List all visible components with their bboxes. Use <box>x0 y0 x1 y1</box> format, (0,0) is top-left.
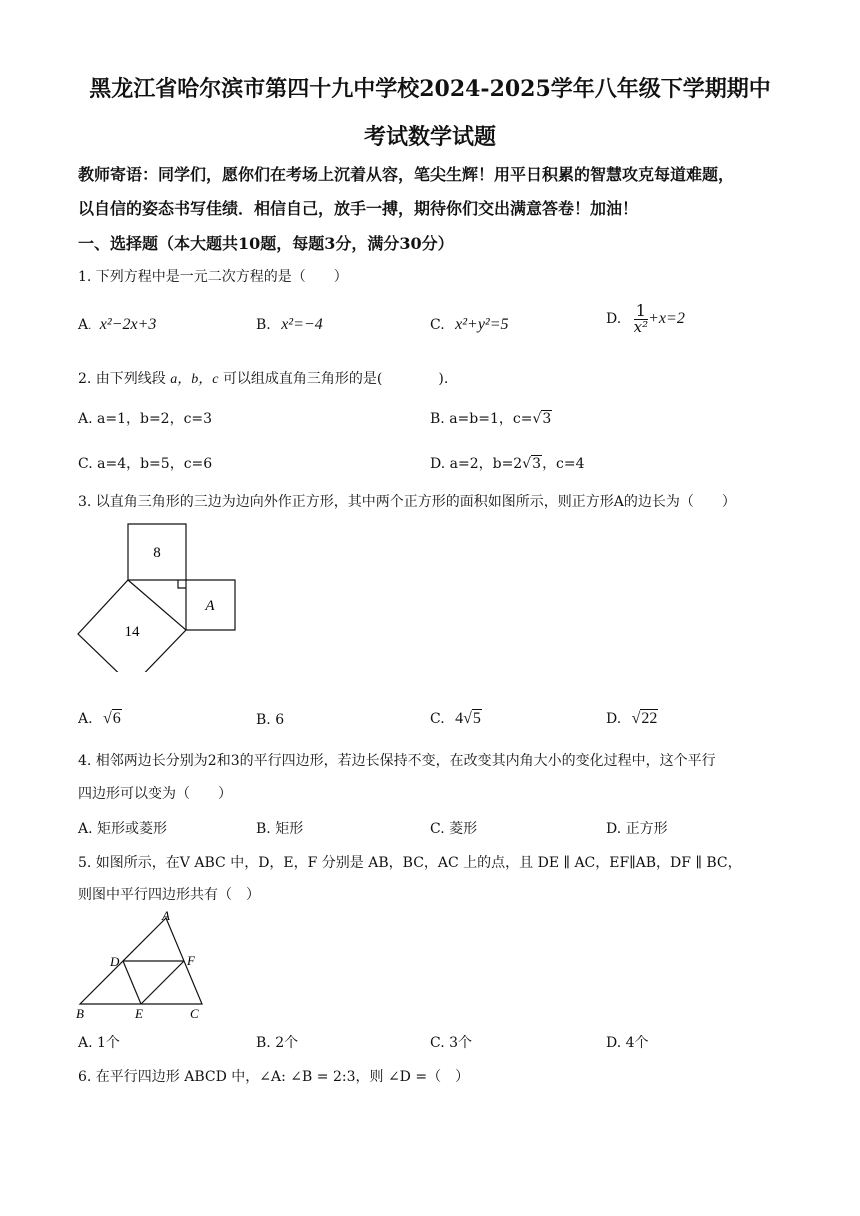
q1-option-b-expr: x²=−4 <box>281 316 323 333</box>
segment-de <box>123 961 141 1004</box>
sqrt-symbol: √5 <box>463 710 481 727</box>
q1-option-a-expr: x²−2x+3 <box>99 316 157 333</box>
sqrt-symbol: √3 <box>532 411 552 427</box>
sqrt-symbol: √6 <box>103 710 121 727</box>
q2-option-d: D. a=2，b=2√3，c=4 <box>430 456 585 472</box>
q6-stem: 6. 在平行四边形 ABCD 中，∠A: ∠B = 2:3，则 ∠D =（ ） <box>78 1069 470 1085</box>
q4-option-c: C. 菱形 <box>430 821 478 837</box>
point-d-label: D <box>110 954 120 969</box>
q3-option-a: A. √6 <box>78 710 121 727</box>
q4-option-d: D. 正方形 <box>606 821 668 837</box>
section-heading: 一、选择题（本大题共10题，每题3分，满分30分） <box>78 234 454 253</box>
point-a-label: A <box>162 908 170 923</box>
square-14-label: 14 <box>124 624 140 640</box>
point-f-label: F <box>187 953 195 968</box>
q4-option-b: B. 矩形 <box>256 821 304 837</box>
q1-option-c-expr: x²+y²=5 <box>455 316 509 333</box>
point-c-label: C <box>190 1006 199 1021</box>
q3-option-d: D. √22 <box>606 710 658 727</box>
q1-option-c: C. x²+y²=5 <box>430 316 509 333</box>
q2-option-a: A. a=1，b=2，c=3 <box>78 411 213 427</box>
q3-stem: 3. 以直角三角形的三边为边向外作正方形，其中两个正方形的面积如图所示，则正方形A的边长为（ ） <box>78 494 736 510</box>
q1-option-d: D. $\frac{1}{\text{x²}}$ +x=2 <box>606 301 685 336</box>
q1-option-d-fraction: $\frac{1}{\text{x²}}$ <box>633 301 649 336</box>
q4-stem-line1: 4. 相邻两边长分别为2和3的平行四边形，若边长保持不变，在改变其内角大小的变化过程中，这个平行 <box>78 753 716 769</box>
q1-option-a: A. x²−2x+3 <box>78 316 157 333</box>
q5-option-a: A. 1个 <box>78 1035 120 1051</box>
q2-option-b: B. a=b=1，c=√3 <box>430 411 552 427</box>
q5-option-c: C. 3个 <box>430 1035 473 1051</box>
q3-option-c: C. 4√5 <box>430 710 481 727</box>
q2-stem: 2. 由下列线段 a，b，c 可以组成直角三角形的是( ). <box>78 371 449 387</box>
q5-stem-line2: 则图中平行四边形共有（ ） <box>78 887 260 903</box>
exam-title-line1: 黑龙江省哈尔滨市第四十九中学校2024-2025学年八年级下学期期中 <box>89 76 771 102</box>
q4-option-a: A. 矩形或菱形 <box>78 821 168 837</box>
q5-option-b: B. 2个 <box>256 1035 299 1051</box>
teacher-message-line1: 教师寄语：同学们，愿你们在考场上沉着从容，笔尖生辉！用平日积累的智慧攻克每道难题， <box>78 165 735 184</box>
q1-option-d-tail: +x=2 <box>648 310 685 327</box>
q5-stem-line1: 5. 如图所示，在V ABC 中，D，E，F 分别是 AB，BC，AC 上的点，且 DE ∥ AC，EF∥AB，DF ∥ BC， <box>78 855 742 871</box>
square-a-label: A <box>205 598 215 614</box>
segment-ef <box>141 961 184 1004</box>
q1-option-b: B. x²=−4 <box>256 316 323 333</box>
q4-stem-line2: 四边形可以变为（ ） <box>78 786 232 802</box>
q2-option-c: C. a=4，b=5，c=6 <box>78 456 213 472</box>
square-8-label: 8 <box>153 545 161 561</box>
right-angle-mark <box>178 580 186 588</box>
q3-squares-figure <box>76 522 240 672</box>
exam-title-line2: 考试数学试题 <box>363 124 496 150</box>
q1-stem: 1. 下列方程中是一元二次方程的是（ ） <box>78 269 348 285</box>
q5-triangle-figure <box>74 908 214 1023</box>
teacher-message-line2: 以自信的姿态书写佳绩．相信自己，放手一搏，期待你们交出满意答卷！加油！ <box>78 199 639 218</box>
sqrt-symbol: √3 <box>522 456 542 472</box>
q3-option-b: B. 6 <box>256 712 285 728</box>
point-e-label: E <box>135 1006 143 1021</box>
point-b-label: B <box>76 1006 84 1021</box>
q5-option-d: D. 4个 <box>606 1035 649 1051</box>
sqrt-symbol: √22 <box>631 710 658 727</box>
